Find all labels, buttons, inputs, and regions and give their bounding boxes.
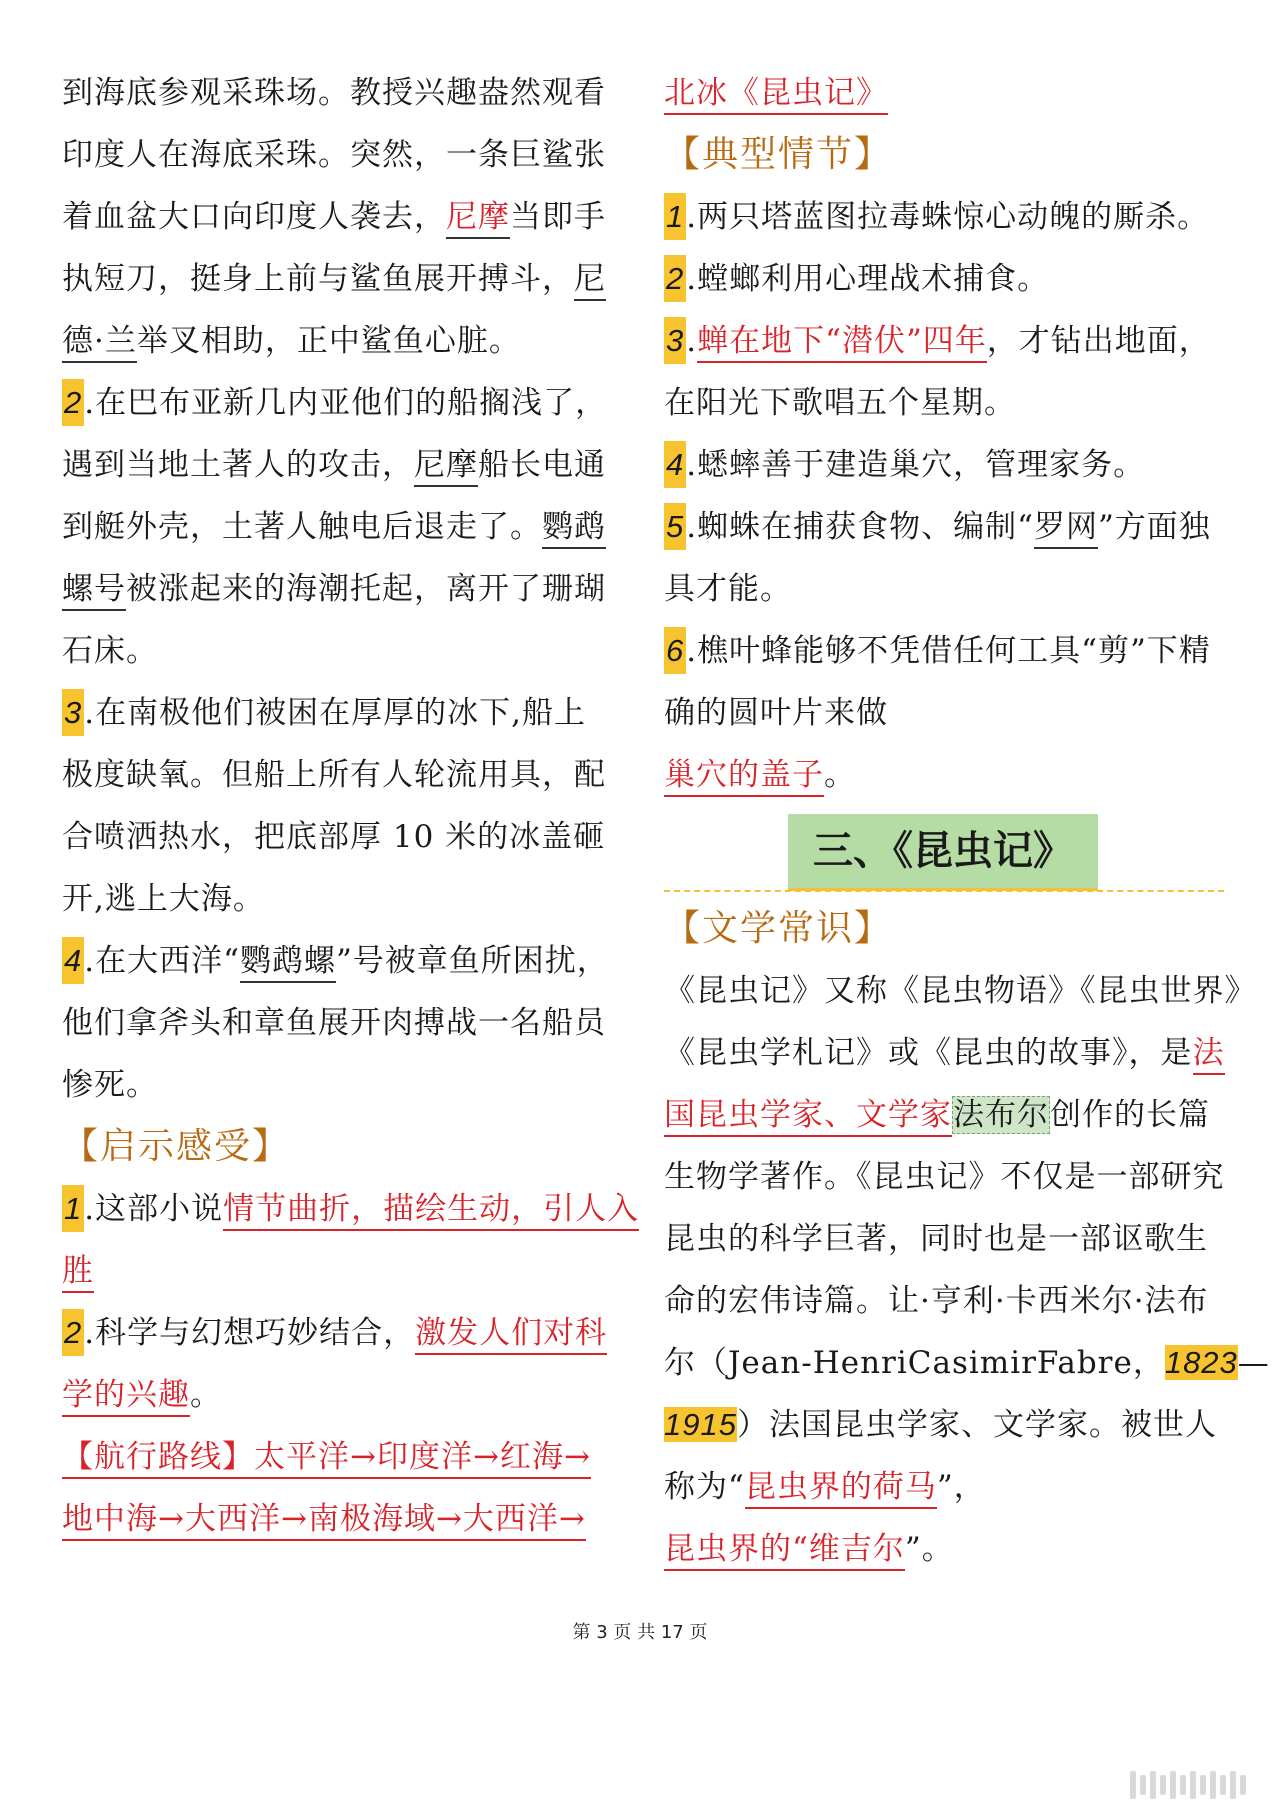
text-line	[664, 1518, 1224, 1580]
route-text: 北冰《昆虫记》	[664, 75, 888, 115]
text-line	[62, 496, 622, 558]
section-title: 三、《昆虫记》	[813, 828, 1073, 874]
left-column	[62, 62, 640, 1550]
section-heading-literature: 【文学常识】	[664, 908, 893, 949]
author-name: 法布尔	[953, 1097, 1049, 1133]
text-run: 。	[824, 757, 856, 793]
text-run: ”。	[904, 1531, 954, 1567]
text-line	[62, 1364, 622, 1426]
text-run: 到艇外壳，土著人触电后退走了。	[62, 509, 542, 545]
text-run: .	[686, 323, 698, 359]
text-line: 具才能。	[664, 571, 792, 607]
text-line	[664, 1022, 1224, 1084]
text-run: 创作的长篇	[1050, 1097, 1210, 1133]
text-run: ，才钻出地面，	[986, 323, 1211, 359]
list-item	[62, 372, 622, 434]
text-run: ”，	[936, 1469, 986, 1505]
list-item	[62, 1178, 640, 1240]
name-nemo: 尼摩	[414, 447, 478, 487]
name-nautilus: 螺号	[62, 571, 126, 611]
route-text: 地中海→大西洋→南极海域→大西洋→	[62, 1501, 586, 1541]
text-line: 在阳光下歌唱五个星期。	[664, 385, 1016, 421]
text-line	[664, 62, 1224, 124]
text-line	[62, 248, 622, 310]
text-line	[62, 186, 622, 248]
text-line: 命的宏伟诗篇。让·亨利·卡西米尔·法布	[664, 1283, 1209, 1319]
list-item	[664, 186, 1224, 248]
section-title-block	[664, 806, 1224, 898]
birth-year: 1823	[1164, 1345, 1238, 1380]
text-run: .科学与幻想巧妙结合，	[84, 1315, 416, 1351]
key-point: 昆虫界的“维吉尔	[664, 1531, 905, 1571]
key-point: 情节曲折，描绘生动，引人入	[223, 1191, 639, 1231]
text-run: 着血盆大口向印度人袭去，	[62, 199, 446, 235]
item-number: 6	[664, 627, 686, 674]
section-heading-inspiration: 【启示感受】	[62, 1126, 291, 1167]
list-item	[664, 310, 1224, 372]
text-line: 极度缺氧。但船上所有人轮流用具，配	[62, 757, 606, 793]
text-line: 他们拿斧头和章鱼展开肉搏战一名船员	[62, 1005, 606, 1041]
text-run: 称为“	[664, 1469, 745, 1505]
item-number: 5	[664, 503, 686, 550]
text-run: 当即手	[510, 199, 606, 235]
divider	[664, 890, 1224, 892]
text-line: 《昆虫记》又称《昆虫物语》《昆虫世界》	[664, 973, 1257, 1009]
text-line	[664, 1394, 1224, 1456]
item-number: 3	[664, 317, 686, 364]
text-run: 罗网	[1034, 509, 1098, 549]
text-run: 举叉相助，正中鲨鱼心脏。	[136, 323, 521, 359]
text-line: 石床。	[62, 633, 158, 669]
text-run: .螳螂利用心理战术捕食。	[686, 261, 1050, 297]
list-item	[664, 620, 1224, 682]
text-run: .两只塔蓝图拉毒蛛惊心动魄的厮杀。	[686, 199, 1210, 235]
voyage-route	[62, 1488, 622, 1550]
list-item	[664, 434, 1224, 496]
text-run: .蟋蟀善于建造巢穴，管理家务。	[686, 447, 1146, 483]
voyage-route	[62, 1426, 622, 1488]
text-run: .蜘蛛在捕获食物、编制“	[686, 509, 1034, 545]
section-heading-plot: 【典型情节】	[664, 134, 893, 175]
route-text: 【航行路线】太平洋→印度洋→红海→	[62, 1439, 591, 1479]
key-point: 学的兴趣	[62, 1377, 190, 1417]
text-line	[664, 1332, 1270, 1394]
text-run: .樵叶蜂能够不凭借任何工具“剪”下精	[686, 633, 1211, 669]
text-run: .在南极他们被困在厚厚的冰下,船上	[84, 695, 586, 731]
key-point: 巢穴的盖子	[664, 757, 824, 797]
key-point: 激发人们对科	[415, 1315, 607, 1355]
key-point: 蝉在地下“潜伏”四年	[697, 323, 987, 363]
item-number: 2	[62, 1309, 84, 1356]
text-line: 印度人在海底采珠。突然，一条巨鲨张	[62, 137, 606, 173]
text-line	[664, 744, 1224, 806]
page-number: 第 3 页 共 17 页	[572, 1622, 708, 1643]
text-line: 惨死。	[62, 1067, 158, 1103]
list-item	[62, 682, 622, 744]
key-point: 法	[1193, 1035, 1225, 1075]
text-run: .在大西洋“	[84, 943, 240, 979]
name-nautilus: 鹦鹉螺	[240, 943, 336, 983]
key-point: 胜	[62, 1253, 94, 1293]
text-run: 执短刀，挺身上前与鲨鱼展开搏斗，	[62, 261, 574, 297]
list-item	[664, 248, 1224, 310]
item-number: 4	[664, 441, 686, 488]
text-run: ”方面独	[1097, 509, 1211, 545]
text-run: 遇到当地土著人的攻击，	[62, 447, 414, 483]
text-run: 《昆虫学札记》或《昆虫的故事》，是	[664, 1035, 1193, 1071]
name-nautilus: 鹦鹉	[542, 509, 606, 549]
name-ned-land: 德·兰	[62, 323, 137, 363]
text-line	[664, 1084, 1224, 1146]
list-item	[664, 496, 1224, 558]
right-column	[664, 62, 1270, 1580]
death-year: 1915	[664, 1407, 737, 1442]
text-line: 合喷洒热水，把底部厚 10 米的冰盖砸	[62, 819, 606, 855]
item-number: 1	[62, 1185, 84, 1232]
text-line: 开,逃上大海。	[62, 881, 265, 917]
text-run: 尔（Jean-HenriCasimirFabre，	[664, 1345, 1165, 1381]
key-point: 国昆虫学家、文学家	[664, 1097, 952, 1137]
text-line: 确的圆叶片来做	[664, 695, 888, 731]
scroll-handle-icon[interactable]	[1130, 1768, 1252, 1802]
text-run: 船长电通	[478, 447, 606, 483]
name-nemo: 尼摩	[446, 199, 510, 239]
name-ned-land: 尼	[574, 261, 606, 301]
text-line	[62, 434, 622, 496]
key-point: 昆虫界的荷马	[745, 1469, 937, 1509]
item-number: 2	[62, 379, 84, 426]
list-item	[62, 930, 622, 992]
text-run: ”号被章鱼所困扰，	[335, 943, 609, 979]
text-run: 。	[190, 1377, 222, 1413]
list-item	[62, 1302, 622, 1364]
text-line	[62, 310, 622, 372]
item-number: 1	[664, 193, 686, 240]
text-run: .在巴布亚新几内亚他们的船搁浅了，	[84, 385, 608, 421]
text-run: 被涨起来的海潮托起，离开了珊瑚	[126, 571, 606, 607]
item-number: 2	[664, 255, 686, 302]
text-run: —	[1237, 1345, 1270, 1381]
text-line	[664, 1456, 1224, 1518]
text-line: 到海底参观采珠场。教授兴趣盎然观看	[62, 75, 606, 111]
text-line: 昆虫的科学巨著，同时也是一部讴歌生	[664, 1221, 1208, 1257]
text-line: 生物学著作。《昆虫记》不仅是一部研究	[664, 1159, 1225, 1195]
text-run: ）法国昆虫学家、文学家。被世人	[736, 1407, 1217, 1443]
text-run: .这部小说	[84, 1191, 224, 1227]
text-line	[62, 1240, 622, 1302]
item-number: 4	[62, 937, 84, 984]
text-line	[62, 558, 622, 620]
item-number: 3	[62, 689, 84, 736]
